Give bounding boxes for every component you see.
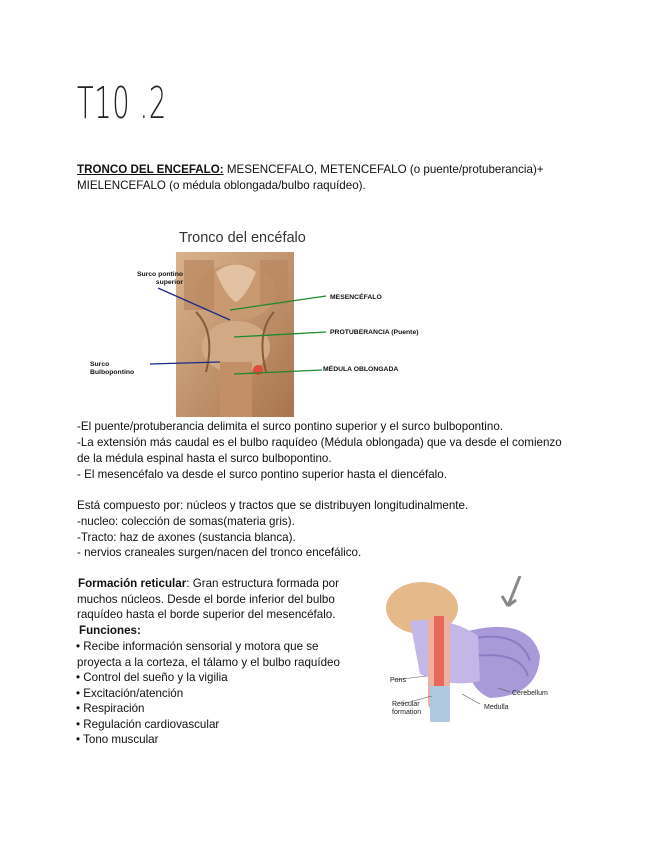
para1-line-3: de la médula espinal hasta el surco bulbopontino.: [77, 452, 332, 465]
para2-line-3: -Tracto: haz de axones (sustancia blanca).: [77, 531, 296, 544]
label-surco-superior: Surco pontino superior: [136, 271, 183, 286]
intro-line-1: [77, 162, 544, 178]
label-medulla: Medulla: [484, 704, 509, 711]
funciones-heading: Funciones:: [79, 624, 141, 637]
label-mesencefalo: MESENCÉFALO: [330, 294, 382, 301]
intro-text-1: MESENCEFALO, METENCEFALO (o puente/protuberancia)+: [223, 163, 544, 176]
label-reticular-formation: Reticular formation: [392, 701, 422, 716]
funcion-item: • Respiración: [76, 702, 145, 715]
funcion-item: • Tono muscular: [76, 733, 159, 746]
para2-line-1: Está compuesto por: núcleos y tractos que se distribuyen longitudinalmente.: [77, 499, 469, 512]
label-medula-oblongada: MÉDULA OBLONGADA: [323, 366, 399, 373]
page-title: T10 .2: [77, 78, 167, 129]
intro-heading: TRONCO DEL ENCEFALO:: [77, 163, 224, 176]
figure1-title: Tronco del encéfalo: [179, 230, 306, 246]
intro-text-2: MIELENCEFALO (o médula oblongada/bulbo raquídeo).: [77, 179, 366, 192]
funcion-item: • Excitación/atención: [76, 687, 184, 700]
para1-line-2: -La extensión más caudal es el bulbo raquídeo (Médula oblongada) que va desde el comienzo: [77, 436, 562, 449]
label-pons: Pons: [390, 677, 406, 684]
label-cerebellum: Cerebellum: [512, 690, 548, 697]
formacion-heading: Formación reticular: [78, 577, 187, 590]
funcion-item: proyecta a la corteza, el tálamo y el bulbo raquídeo: [77, 656, 340, 669]
para2-line-4: - nervios craneales surgen/nacen del tronco encefálico.: [77, 546, 362, 559]
para1-line-4: - El mesencéfalo va desde el surco pontino superior hasta el diencéfalo.: [77, 468, 447, 481]
para2-line-2: -nucleo: colección de somas(materia gris).: [77, 515, 295, 528]
funcion-item: • Regulación cardiovascular: [76, 718, 220, 731]
label-protuberancia: PROTUBERANCIA (Puente): [330, 329, 419, 336]
formacion-line-1: Formación reticular: Gran estructura formada por: [78, 577, 339, 590]
funcion-item: • Recibe información sensorial y motora que se: [76, 640, 319, 653]
para1-line-1: -El puente/protuberancia delimita el surco pontino superior y el surco bulbopontino.: [77, 420, 504, 433]
formacion-line-3: raquídeo hasta el borde superior del mesencéfalo.: [77, 608, 336, 621]
label-surco-bulbopontino: Surco Bulbopontino: [90, 361, 135, 376]
funcion-item: • Control del sueño y la vigilia: [76, 671, 228, 684]
formacion-line-2: muchos núcleos. Desde el borde inferior del bulbo: [77, 593, 335, 606]
